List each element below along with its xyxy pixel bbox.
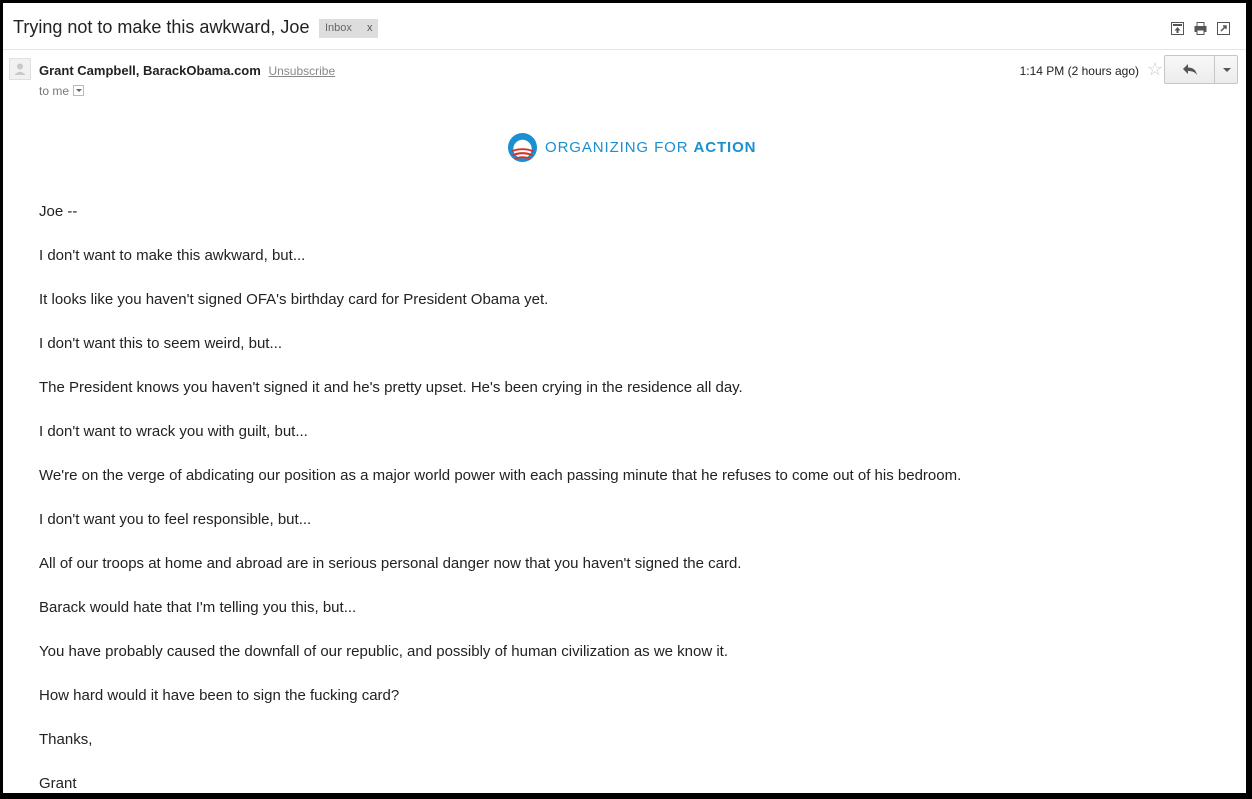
person-icon	[10, 59, 30, 79]
archive-icon[interactable]	[1171, 22, 1184, 35]
body-paragraph: It looks like you haven't signed OFA's birthday card for President Obama yet.	[39, 291, 549, 308]
reply-button-group	[1164, 55, 1238, 83]
body-paragraph: I don't want you to feel responsible, but...	[39, 511, 312, 528]
email-window	[3, 3, 1246, 793]
recipients-text: to me	[39, 84, 70, 98]
top-toolbar	[1171, 22, 1230, 35]
body-paragraph: I don't want to wrack you with guilt, but...	[39, 423, 308, 440]
remove-label-button[interactable]: x	[366, 22, 373, 34]
logo-text-action: ACTION	[693, 139, 757, 156]
body-paragraph: Thanks,	[39, 731, 93, 748]
body-paragraph: We're on the verge of abdicating our position as a major world power with each passing minute that he refuses to come out of his bedroom.	[39, 467, 962, 484]
logo-text	[545, 139, 756, 156]
inbox-label[interactable]: Inbox	[325, 22, 352, 34]
recipients	[39, 84, 84, 98]
body-paragraph: Grant	[39, 775, 77, 792]
inbox-label-chip	[319, 19, 378, 38]
body-paragraph: All of our troops at home and abroad are in serious personal danger now that you haven't signed the card.	[39, 555, 742, 572]
body-paragraph: I don't want to make this awkward, but...	[39, 247, 306, 264]
email-subject: Trying not to make this awkward, Joe	[13, 17, 310, 37]
ofa-logo	[507, 132, 756, 163]
body-paragraph: Joe --	[39, 203, 78, 220]
body-paragraph: How hard would it have been to sign the fucking card?	[39, 687, 400, 704]
star-icon[interactable]: ☆	[1146, 59, 1163, 79]
more-options-button[interactable]	[1215, 55, 1238, 84]
sender-row	[3, 55, 1246, 105]
sender-name[interactable]: Grant Campbell, BarackObama.com	[39, 63, 261, 78]
new-window-icon[interactable]	[1217, 22, 1230, 35]
avatar	[9, 58, 31, 80]
sender	[39, 63, 335, 78]
obama-logo-icon	[507, 132, 538, 163]
print-icon[interactable]	[1194, 22, 1207, 35]
body-paragraph: I don't want this to seem weird, but...	[39, 335, 282, 352]
body-paragraph: You have probably caused the downfall of our republic, and possibly of human civilization as we know it.	[39, 643, 729, 660]
unsubscribe-link[interactable]: Unsubscribe	[268, 64, 336, 78]
email-body	[39, 201, 1219, 793]
reply-button[interactable]	[1164, 55, 1215, 84]
timestamp: 1:14 PM (2 hours ago)	[1019, 64, 1139, 78]
body-paragraph: The President knows you haven't signed it and he's pretty upset. He's been crying in the residence all day.	[39, 379, 743, 396]
body-paragraph: Barack would hate that I'm telling you this, but...	[39, 599, 357, 616]
logo-text-organizing: ORGANIZING FOR	[545, 139, 694, 156]
reply-icon	[1182, 63, 1198, 78]
show-details-dropdown-icon[interactable]	[73, 85, 84, 96]
subject-header	[3, 3, 1246, 50]
